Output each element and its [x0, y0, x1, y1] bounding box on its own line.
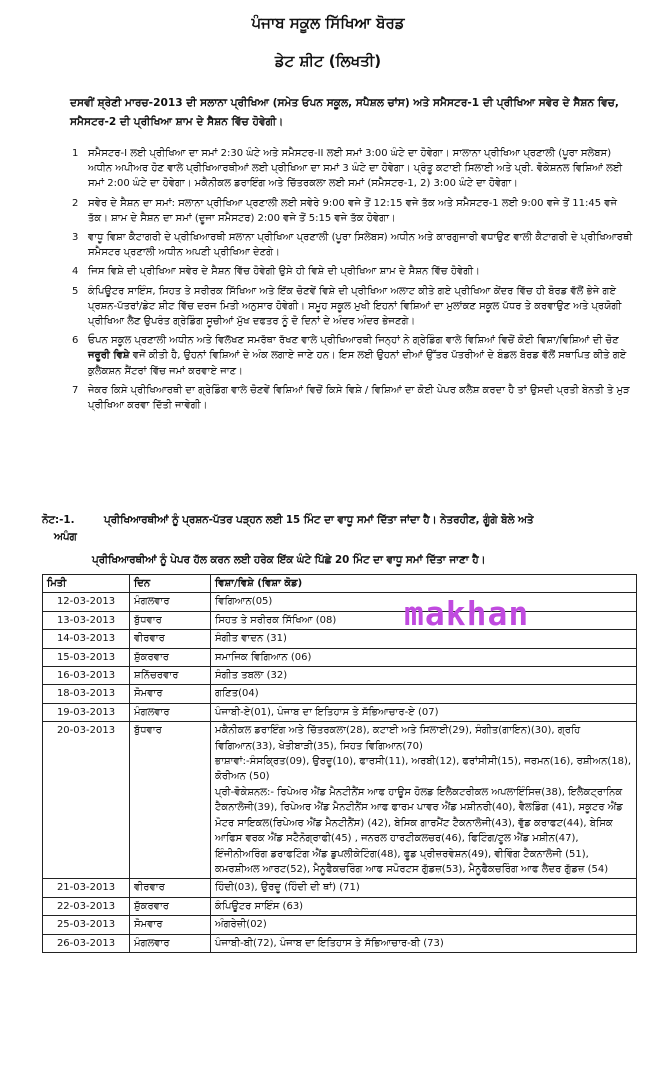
table-row [43, 897, 637, 915]
day-cell: ਮੰਗਲਵਾਰ [130, 703, 211, 721]
rule-number: 4 [72, 266, 79, 278]
date-cell: 19-03-2013 [43, 703, 130, 721]
subject-cell: ਗਣਿਤ(04) [211, 685, 637, 703]
date-cell: 16-03-2013 [43, 667, 130, 685]
board-title: ਪੰਜਾਬ ਸਕੂਲ ਸਿੱਖਿਆ ਬੋਰਡ [251, 14, 405, 32]
table-row [43, 685, 637, 703]
rule-number: 7 [72, 384, 79, 396]
intro-paragraph: ਦਸਵੀਂ ਸ਼੍ਰੇਣੀ ਮਾਰਚ-2013 ਦੀ ਸਲਾਨਾ ਪ੍ਰੀਖਿਆ (ਸਮੇਤ ਓਪਨ ਸਕੂਲ, ਸਪੈਸ਼ਲ ਚਾਂਸ) ਅਤੇ ਸਮੈਸਟਰ-1 ਦੀ ਪ੍ਰੀਖਿਆ ਸਵੇਰ ਦੇ ਸੈਸ਼ਨ ਵਿਚ, ਸਮੈਸਟਰ-2 ਦੀ ਪ੍ਰੀਖਿਆ ਸ਼ਾਮ ਦੇ ਸੈਸ਼ਨ ਵਿੱਚ ਹੋਵੇਗੀ। [70, 97, 619, 128]
rule-number: 2 [72, 197, 79, 209]
rule-text: ਜਿਸ ਵਿਸ਼ੇ ਦੀ ਪ੍ਰੀਖਿਆ ਸਵੇਰ ਦੇ ਸੈਸ਼ਨ ਵਿੱਚ ਹੋਵੇਗੀ ਉਸੇ ਹੀ ਵਿਸ਼ੇ ਦੀ ਪ੍ਰੀਖਿਆ ਸ਼ਾਮ ਦੇ ਸੈਸ਼ਨ ਵਿੱਚ ਹੋਵੇਗੀ। [88, 266, 480, 278]
schedule-table [42, 574, 637, 953]
table-row [43, 648, 637, 666]
day-cell: ਸੋਮਵਾਰ [130, 685, 211, 703]
subject-cell [211, 722, 637, 879]
rule-text: ਸਵੇਰ ਦੇ ਸੈਸ਼ਨ ਦਾ ਸਮਾਂ: ਸਲਾਨਾ ਪ੍ਰੀਖਿਆ ਪ੍ਰਣਾਲੀ ਲਈ ਸਵੇਰੇ 9:00 ਵਜੇ ਤੋਂ 12:15 ਵਜੇ ਤੱਕ ਅਤੇ ਸਮੈਸਟਰ-1 ਲਈ 9:00 ਵਜੇ ਤੋਂ 11:45 ਵਜੇ ਤੱਕ। ਸ਼ਾਮ ਦੇ ਸੈਸ਼ਨ ਦਾ ਸਮਾਂ (ਦੂਜਾ ਸਮੈਸਟਰ) 2:00 ਵਜੇ ਤੋਂ 5:15 ਵਜੇ ਤੱਕ ਹੋਵੇਗਾ। [88, 197, 618, 224]
day-cell: ਮੰਗਲਵਾਰ [130, 934, 211, 952]
subject-cell: ਪੰਜਾਬੀ-ਏ(01), ਪੰਜਾਬ ਦਾ ਇਤਿਹਾਸ ਤੇ ਸੱਭਿਆਚਾਰ-ਏ (07) [211, 703, 637, 721]
table-row [43, 722, 637, 879]
subject-cell: ਸੰਗੀਤ ਤਬਲਾ (32) [211, 667, 637, 685]
date-cell: 25-03-2013 [43, 916, 130, 934]
rule-text: ਜੇਕਰ ਕਿਸੇ ਪ੍ਰੀਖਿਆਰਥੀ ਦਾ ਗ੍ਰੇਡਿੰਗ ਵਾਲੇ ਚੋਣਵੇਂ ਵਿਸ਼ਿਆਂ ਵਿਚੋਂ ਕਿਸੇ ਵਿਸ਼ੇ / ਵਿਸ਼ਿਆਂ ਦਾ ਕੋਈ ਪੇਪਰ ਕਲੈਸ਼ ਕਰਦਾ ਹੈ ਤਾਂ ਉਸਦੀ ਪ੍ਰਤੀ ਬੇਨਤੀ ਤੇ ਮੁੜ ਪ੍ਰੀਖਿਆ ਕਰਵਾ ਦਿੱਤੀ ਜਾਵੇਗੀ। [88, 384, 630, 412]
table-row [43, 593, 637, 611]
day-cell: ਵੀਰਵਾਰ [130, 630, 211, 648]
table-header-row [43, 575, 637, 593]
subject-cell: ਸੰਗੀਤ ਵਾਦਨ (31) [211, 630, 637, 648]
subject-group-general: ਮਕੈਨੀਕਲ ਡਰਾਇੰਗ ਅਤੇ ਚਿੱਤਰਕਲਾ(28), ਕਟਾਈ ਅਤੇ ਸਿਲਾਈ(29), ਸੰਗੀਤ(ਗਾਇਨ)(30), ਗ੍ਰਹਿ ਵਿਗਿਆਨ(33), ਖੇਤੀਬਾੜੀ(35), ਸਿਹਤ ਵਿਗਿਆਨ(70) [215, 725, 581, 752]
table-row [43, 611, 637, 629]
subject-cell: ਹਿੰਦੀ(03), ਉਰਦੂ (ਹਿੰਦੀ ਦੀ ਥਾਂ) (71) [211, 879, 637, 897]
date-cell: 18-03-2013 [43, 685, 130, 703]
subject-group-languages: ਭਾਸ਼ਾਵਾਂ:-ਸੰਸਕ੍ਰਿਤ(09), ਉਰਦੂ(10), ਫਾਰਸੀ(11), ਅਰਬੀ(12), ਫਰਾਂਸੀਸੀ(15), ਜਰਮਨ(16), ਰਸ਼ੀਅਨ(18), ਕੋਰੀਅਨ (50) [215, 756, 632, 783]
subject-group-prevocational: ਪ੍ਰੀ-ਵੋਕੇਸ਼ਨਲ:- ਰਿਪੇਅਰ ਐਂਡ ਮੈਨਟੀਨੈਂਸ ਆਫ ਹਾਊਸ ਹੋਲਡ ਇਲੈਕਟਰੀਕਲ ਅਪਲਾਇੰਸਿਜ਼(38), ਇਲੈਕਟ੍ਰਾਨਿਕ ਟੈਕਨਾਲੋਜੀ(39), ਰਿਪੇਅਰ ਐਂਡ ਮੈਨਟੀਨੈਂਸ ਆਫ ਫਾਰਮ ਪਾਵਰ ਐਂਡ ਮਸ਼ੀਨਰੀ(40), ਵੈਲਡਿੰਗ (41), ਸਕੂਟਰ ਐਂਡ ਮੋਟਰ ਸਾਇਕਲ(ਰਿਪੇਅਰ ਐਂਡ ਮੈਨਟੀਨੈਂਸ) (42), ਬੇਸਿਕ ਗਾਰਮੈਂਟ ਟੈਕਨਾਲੋਜੀ(43), ਵੁੱਡ ਕਰਾਫਟ(44), ਬੇਸਿਕ ਆਫਿਸ ਵਰਕ ਐਂਡ ਸਟੈਨੋਗ੍ਰਾਫੀ(45) , ਜਨਰਲ ਹਾਰਟੀਕਲਚਰ(46), ਫਿਟਿੰਗ/ਟੂਲ ਐਂਡ ਮਸ਼ੀਨ(47), ਇੰਜੀਨੀਅਰਿੰਗ ਡਰਾਫਟਿੰਗ ਐਂਡ ਡੁਪਲੀਕੇਟਿੰਗ(48), ਫੂਡ ਪ੍ਰੀਜ਼ਰਵੇਸ਼ਨ(49), ਵੀਵਿੰਗ ਟੈਕਨਾਲੋਜੀ (51), ਕਮਰਸ਼ੀਅਲ ਆਰਟ(52), ਮੈਨੂਫੈਕਚਰਿੰਗ ਆਫ ਸਪੋਰਟਸ ਗੁੱਡਜ਼(53), ਮੈਨੂਫੈਕਚਰਿੰਗ ਆਫ ਲੈਦਰ ਗੁੱਡਜ਼ (54) [215, 786, 623, 875]
date-cell: 13-03-2013 [43, 611, 130, 629]
rule-item [72, 230, 634, 260]
subject-cell: ਸਿਹਤ ਤੇ ਸਰੀਰਕ ਸਿੱਖਿਆ (08) [211, 611, 637, 629]
rule-text: ਵਜੋਂ ਕੀਤੀ ਹੈ, ਉਹਨਾਂ ਵਿਸ਼ਿਆਂ ਦੇ ਅੰਕ ਲਗਾਏ ਜਾਣੇ ਹਨ। ਇਸ ਲਈ ਉਹਨਾਂ ਦੀਆਂ ਉੱਤਰ ਪੱਤਰੀਆਂ ਦੇ ਬੰਡਲ ਬੋਰਡ ਵੱਲੋਂ ਸਥਾਪਿਤ ਕੀਤੇ ਗਏ ਕੁਲੈਕਸ਼ਨ ਸੈਂਟਰਾਂ ਵਿੱਚ ਜਮਾਂ ਕਰਵਾਏ ਜਾਣ। [88, 350, 627, 377]
table-row [43, 934, 637, 952]
note-line-2: ਅਪੰਗ [54, 531, 77, 543]
subject-cell: ਪੰਜਾਬੀ-ਬੀ(72), ਪੰਜਾਬ ਦਾ ਇਤਿਹਾਸ ਤੇ ਸੱਭਿਆਚਾਰ-ਬੀ (73) [211, 934, 637, 952]
rule-item [72, 146, 634, 192]
rule-number: 1 [72, 148, 79, 159]
rule-number: 5 [72, 285, 79, 297]
watermark-text: makhan [404, 594, 530, 633]
day-cell: ਸ਼ੁੱਕਰਵਾਰ [130, 897, 211, 915]
rule-item [72, 333, 634, 379]
table-row [43, 667, 637, 685]
date-cell: 22-03-2013 [43, 897, 130, 915]
date-cell: 12-03-2013 [43, 593, 130, 611]
note-line-1: ਪ੍ਰੀਖਿਆਰਥੀਆਂ ਨੂੰ ਪ੍ਰਸ਼ਨ-ਪੱਤਰ ਪੜ੍ਹਨ ਲਈ 15 ਮਿੰਟ ਦਾ ਵਾਧੂ ਸਮਾਂ ਦਿੱਤਾ ਜਾਂਦਾ ਹੈ। ਨੇਤਰਹੀਣ, ਗੂੰਗੇ ਬੋਲੇ ਅਤੇ [104, 514, 534, 526]
note-label: ਨੋਟ:-1. [42, 514, 75, 526]
rule-number: 3 [72, 232, 79, 244]
date-cell: 14-03-2013 [43, 630, 130, 648]
subject-cell: ਕੰਪਿਊਟਰ ਸਾਇੰਸ (63) [211, 897, 637, 915]
rule-item [72, 284, 634, 330]
header-subject: ਵਿਸ਼ਾ/ਵਿਸ਼ੇ (ਵਿਸ਼ਾ ਕੋਡ) [211, 575, 637, 593]
table-row [43, 703, 637, 721]
date-cell: 20-03-2013 [43, 722, 130, 879]
rule-text: ਸਮੈਸਟਰ-I ਲਈ ਪ੍ਰੀਖਿਆ ਦਾ ਸਮਾਂ 2:30 ਘੰਟੇ ਅਤੇ ਸਮੈਸਟਰ-II ਲਈ ਸਮਾਂ 3:00 ਘੰਟੇ ਦਾ ਹੋਵੇਗਾ। ਸਾਲਾਨਾ ਪ੍ਰੀਖਿਆ ਪ੍ਰਣਾਲੀ (ਪੂਰਾ ਸਲੇਬਸ) ਅਧੀਨ ਅਪੀਅਰ ਹੋਣ ਵਾਲੇ ਪ੍ਰੀਖਿਆਰਥੀਆਂ ਲਈ ਪ੍ਰੀਖਿਆ ਦਾ ਸਮਾਂ 3 ਘੰਟੇ ਦਾ ਹੋਵੇਗਾ। ਪ੍ਰੰਤੂ ਕਟਾਈ ਸਿਲਾਈ ਅਤੇ ਪ੍ਰੀ. ਵੋਕੇਸ਼ਨਲ ਵਿਸ਼ਿਆਂ ਲਈ ਸਮਾਂ 2:00 ਘੰਟੇ ਦਾ ਹੋਵੇਗਾ। ਮਕੈਨੀਕਲ ਡਰਾਇੰਗ ਅਤੇ ਚਿੱਤਰਕਲਾ ਲਈ ਸਮਾਂ (ਸਮੈਸਟਰ-1, 2) 3:00 ਘੰਟੇ ਦਾ ਹੋਵੇਗਾ। [88, 148, 623, 190]
header-day: ਦਿਨ [130, 575, 211, 593]
subject-cell: ਸਮਾਜਿਕ ਵਿਗਿਆਨ (06) [211, 648, 637, 666]
day-cell: ਮੰਗਲਵਾਰ [130, 593, 211, 611]
table-row [43, 916, 637, 934]
subject-cell: ਵਿਗਿਆਨ(05) [211, 593, 637, 611]
rule-item [72, 383, 634, 413]
subject-cell: ਅੰਗਰੇਜ਼ੀ(02) [211, 916, 637, 934]
date-cell: 26-03-2013 [43, 934, 130, 952]
table-row [43, 879, 637, 897]
rule-text: ਕੰਪਿਊਟਰ ਸਾਇੰਸ, ਸਿਹਤ ਤੇ ਸਰੀਰਕ ਸਿੱਖਿਆ ਅਤੇ ਇੱਕ ਚੋਣਵੇਂ ਵਿਸ਼ੇ ਦੀ ਪ੍ਰੀਖਿਆ ਅਲਾਟ ਕੀਤੇ ਗਏ ਪ੍ਰੀਖਿਆ ਕੇਂਦਰ ਵਿੱਚ ਹੀ ਬੋਰਡ ਵੱਲੋਂ ਭੇਜੇ ਗਏ ਪ੍ਰਸ਼ਨ-ਪੱਤਰਾਂ/ਡੇਟ ਸ਼ੀਟ ਵਿੱਚ ਦਰਜ ਮਿਤੀ ਅਨੁਸਾਰ ਹੋਵੇਗੀ। ਸਮੂਹ ਸਕੂਲ ਮੁਖੀ ਇਹਨਾਂ ਵਿਸ਼ਿਆਂ ਦਾ ਮੁਲਾਂਕਣ ਸਕੂਲ ਪੱਧਰ ਤੇ ਕਰਵਾਉਣ ਅਤੇ ਪ੍ਰਯੋਗੀ ਪ੍ਰੀਖਿਆ ਲੈਣ ਉਪਰੰਤ ਗ੍ਰੇਡਿੰਗ ਸੂਚੀਆਂ ਮੁੱਖ ਦਫਤਰ ਨੂੰ ਦੋ ਦਿਨਾਂ ਦੇ ਅੰਦਰ ਅੰਦਰ ਭੇਜਣਗੇ। [88, 285, 622, 328]
rule-text: ਓਪਨ ਸਕੂਲ ਪ੍ਰਣਾਲੀ ਅਧੀਨ ਅਤੇ ਵਿਲੱਖਣ ਸਮਰੱਥਾ ਰੱਖਣ ਵਾਲੇ ਪ੍ਰੀਖਿਆਰਥੀ ਜਿਨ੍ਹਾਂ ਨੇ ਗ੍ਰੇਡਿੰਗ ਵਾਲੇ ਵਿਸ਼ਿਆਂ ਵਿਚੋਂ ਕੋਈ ਵਿਸ਼ਾ/ਵਿਸ਼ਿਆਂ ਦੀ ਚੋਣ [88, 335, 619, 347]
rule-number: 6 [72, 335, 79, 347]
note-line-3: ਪ੍ਰੀਖਿਆਰਥੀਆਂ ਨੂੰ ਪੇਪਰ ਹੱਲ ਕਰਨ ਲਈ ਹਰੇਕ ਇੱਕ ਘੰਟੇ ਪਿੱਛੇ 20 ਮਿੰਟ ਦਾ ਵਾਧੂ ਸਮਾਂ ਦਿੱਤਾ ਜਾਣਾ ਹੈ। [92, 554, 486, 566]
rule-emphasis: ਜਰੂਰੀ ਵਿਸ਼ੇ [88, 350, 130, 362]
date-cell: 21-03-2013 [43, 879, 130, 897]
rule-item [72, 264, 634, 279]
header-date: ਮਿਤੀ [43, 575, 130, 593]
day-cell: ਵੀਰਵਾਰ [130, 879, 211, 897]
day-cell: ਸੋਮਵਾਰ [130, 916, 211, 934]
day-cell: ਬੁੱਧਵਾਰ [130, 611, 211, 629]
rules-list [72, 146, 634, 417]
rule-text: ਵਾਧੂ ਵਿਸ਼ਾ ਕੈਟਾਗਰੀ ਦੇ ਪ੍ਰੀਖਿਆਰਥੀ ਸਲਾਨਾ ਪ੍ਰੀਖਿਆ ਪ੍ਰਣਾਲੀ (ਪੂਰਾ ਸਿਲੇਬਸ) ਅਧੀਨ ਅਤੇ ਕਾਰਗੁਜਾਰੀ ਵਧਾਉਣ ਵਾਲੀ ਕੈਟਾਗਰੀ ਦੇ ਪ੍ਰੀਖਿਆਰਥੀ ਸਮੈਸਟਰ ਪ੍ਰਣਾਲੀ ਅਧੀਨ ਅਪਣੀ ਪ੍ਰੀਖਿਆ ਦੇਣਗੇ। [88, 232, 633, 259]
date-cell: 15-03-2013 [43, 648, 130, 666]
rule-item [72, 196, 634, 226]
day-cell: ਸ਼ੁੱਕਰਵਾਰ [130, 648, 211, 666]
note-block [42, 512, 632, 569]
day-cell: ਬੁੱਧਵਾਰ [130, 722, 211, 879]
day-cell: ਸ਼ਨਿੱਚਰਵਾਰ [130, 667, 211, 685]
table-row [43, 630, 637, 648]
sheet-subtitle: ਡੇਟ ਸ਼ੀਟ (ਲਿਖਤੀ) [274, 52, 382, 70]
